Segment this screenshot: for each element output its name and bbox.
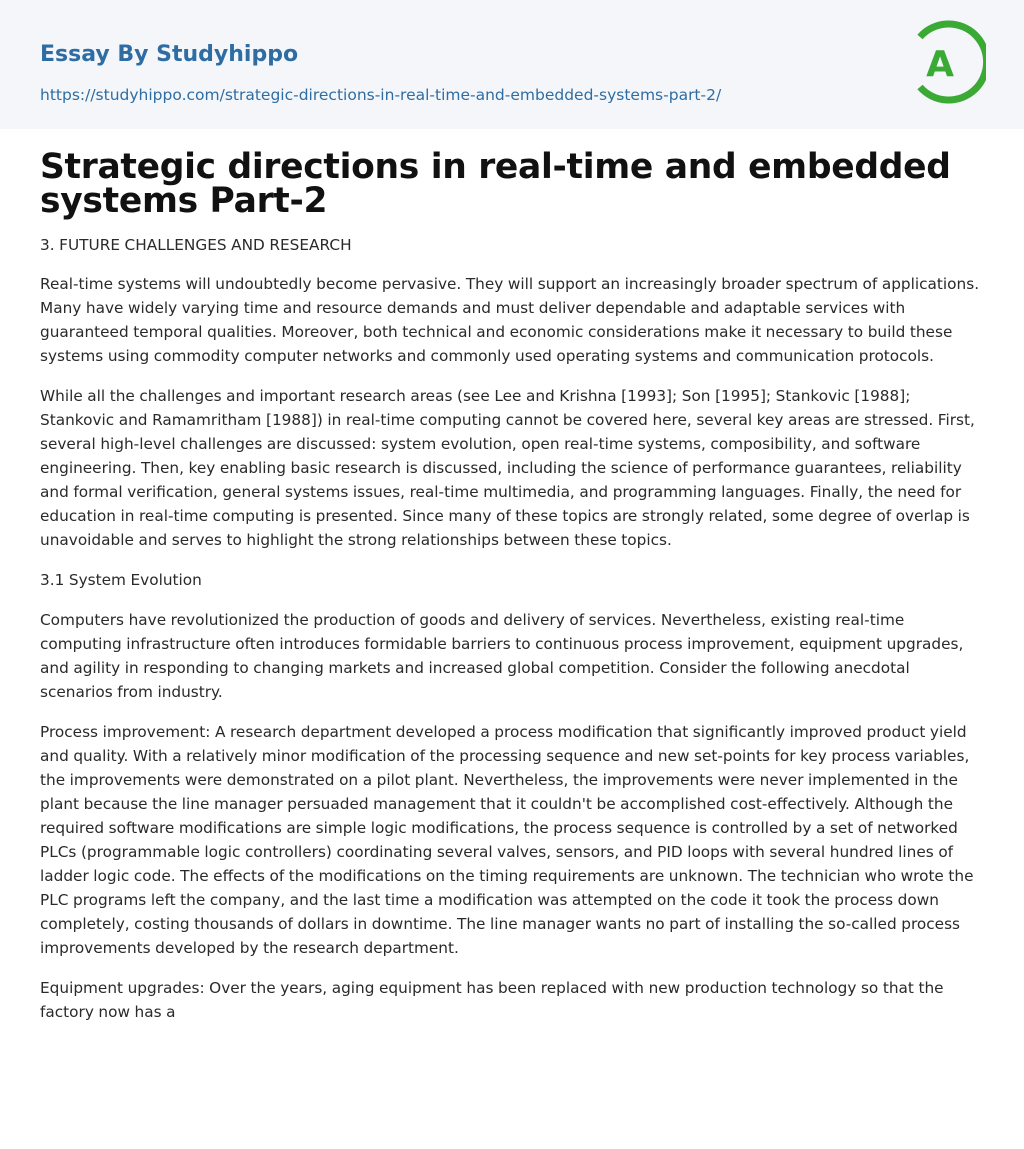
paragraph-process-improvement: Process improvement: A research department developed a process modification that significantly improved product yield and quality. With a relatively minor modification of the processing sequence and new set-points for key process variables, the improvements were demonstrated on a pilot plant. Nevertheless, the improvements were never implemented in the plant because the line manager persuaded management that it couldn't be accomplished cost-effectively. Although the required software modifications are simple logic modifications, the process sequence is controlled by a set of networked PLCs (programmable logic controllers) coordinating several valves, sensors, and PID loops with several hundred lines of ladder logic code. The effects of the modifications on the timing requirements are unknown. The technician who wrote the PLC programs left the company, and the last time a modification was attempted on the code it took the process down completely, costing thousands of dollars in downtime. The line manager wants no part of installing the so-called process improvements developed by the research department. [40,723,974,957]
paragraph-computers-revolutionized: Computers have revolutionized the production of goods and delivery of services. Nevertheless, existing real-time computing infrastructure often introduces formidable barriers to continuous process improvement, equipment upgrades, and agility in responding to changing markets and increased global competition. Consider the following anecdotal scenarios from industry. [40,611,964,701]
section-heading-future-challenges: 3. FUTURE CHALLENGES AND RESEARCH [40,236,352,254]
paragraph-equipment-upgrades: Equipment upgrades: Over the years, aging equipment has been replaced with new production technology so that the factory now has a [40,979,944,1021]
section-heading-system-evolution: 3.1 System Evolution [40,571,202,589]
logo-letter: A [926,44,954,85]
studyhippo-logo-icon[interactable] [912,18,986,106]
essay-title: Strategic directions in real-time and embedded systems Part-2 [40,147,951,221]
essay-url-link[interactable]: https://studyhippo.com/strategic-directions-in-real-time-and-embedded-systems-part-2/ [40,86,722,104]
site-brand[interactable]: Essay By Studyhippo [40,42,299,67]
paragraph-research-areas: While all the challenges and important research areas (see Lee and Krishna [1993]; Son [1995]; Stankovic [1988]; Stankovic and Ramamritham [1988]) in real-time computing cannot be covered here, several key areas are stressed. First, several high-level challenges are discussed: system evolution, open real-time systems, composibility, and software engineering. Then, key enabling basic research is discussed, including the science of performance guarantees, reliability and formal verification, general systems issues, real-time multimedia, and programming languages. Finally, the need for education in real-time computing is presented. Since many of these topics are strongly related, some degree of overlap is unavoidable and serves to highlight the strong relationships between these topics. [40,387,975,549]
essay-content [40,147,984,1040]
paragraph-intro: Real-time systems will undoubtedly become pervasive. They will support an increasingly broader spectrum of applications. Many have widely varying time and resource demands and must deliver dependable and adaptable services with guaranteed temporal qualities. Moreover, both technical and economic considerations make it necessary to build these systems using commodity computer networks and commonly used operating systems and communication protocols. [40,275,980,365]
page-header [0,0,1024,129]
